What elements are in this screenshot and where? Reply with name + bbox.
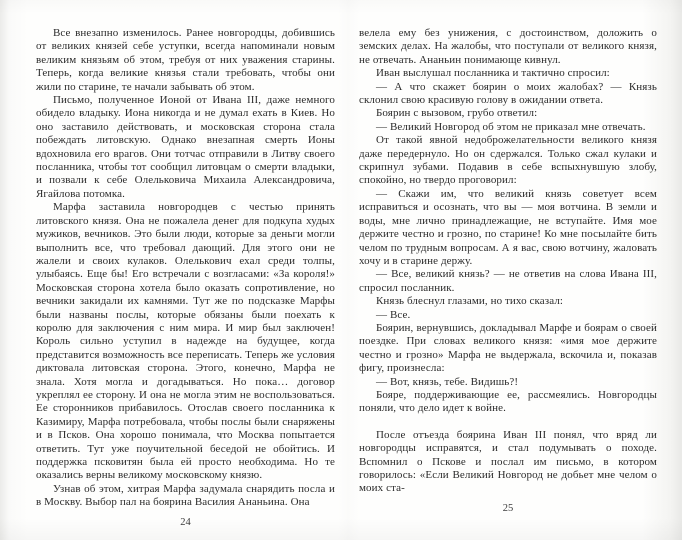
page-left — [36, 27, 335, 528]
paragraph: От такой явной недоброжелательности великого князя даже передернуло. Но он сдержался. Только сжал кулаки и скрипнул зубами. Подавив в себе вспыхнувшую злобу, спокойно, но твердо проговорил: — [359, 134, 657, 187]
paragraph: Узнав об этом, хитрая Марфа задумала снарядить посла и в Москву. Выбор пал на боярина Василия Ананьина. Она — [36, 482, 335, 509]
paragraph: — Скажи им, что великий князь советует всем исправиться и осознать, что вы — моя вотчина. В земли и воды, мне лично принадлежащие, не вступайте. Имя мое держите честно и грозно, по старине! Ко мне посылайте бить челом по трудным вопросам. А я вас, свою вотчину, жаловать хочу и в старине держу. — [359, 187, 657, 267]
paragraph: Иван выслушал посланника и тактично спросил: — [376, 67, 610, 80]
paragraph: Все внезапно изменилось. Ранее новгородцы, добившись от великих князей себе уступки, всегда напоминали новым великим князьям об этом, требуя от них уважения старины. Теперь, когда великие князья стали требовать, чтобы они жили по старине, те начали забывать об этом. — [36, 27, 335, 93]
page-number-left: 24 — [180, 516, 191, 528]
paragraph: — Все. — [376, 308, 411, 321]
paragraph: После отъезда боярина Иван III понял, что вряд ли новгородцы исправятся, и стал подумывать о походе. Вспомнил о Пскове и послал им письмо, в котором говорилось: «Если Великий Новгород не добьет мне челом о моих ста- — [359, 428, 657, 495]
paragraph: Письмо, полученное Ионой от Ивана III, даже немного обидело владыку. Иона никогда и не думал ехать в Киев. Но оно заставило действовать, и московская сторона стала побеждать литовскую. Однако внезапная смерть Ионы вдохновила его врагов. Они тотчас отправили в Литву своего посланника, чтобы тот сообщил литовцам о смерти владыки, и позвали к себе Олельковича Михаила Александровича, Ягайлова потомка. — [36, 94, 335, 200]
paragraph: Марфа заставила новгородцев с честью принять литовского князя. Она не пожалела денег для подкупа худых мужиков, вечников. Это были люди, которые за деньги могли выполнить все, что требовал дающий. Для этого они не жалели и своих кулаков. Олелькович ехал среди толпы, улыбаясь. Еще бы! Его встречали с возгласами: «За короля!» Московская сторона хотела было оказать сопротивление, но вечники закидали их камнями. Тут же по подсказке Марфы были названы послы, которые обязаны были поехать к королю для заключения с ним мира. И мир был заключен! Король сильно уступил в надежде на будущее, когда представится возможность все переписать. Теперь же условия диктовала литовская сторона. Этого, конечно, Марфа не знала. Хотя могла и догадываться. Но пока… договор укреплял ее сторону. И она не могла этим не воспользоваться. Ее сторонников прибавилось. Отослав своего посланника к Казимиру, Марфа потребовала, чтобы послы были снаряжены и в Псков. Она хорошо понимала, что Москва попытается ответить. Тут уже поучительной беседой не обойтись. И поддержка псковитян была ей просто необходима. Но те оказались верны великому московскому князю. — [36, 201, 335, 482]
paragraph: велела ему без унижения, с достоинством, доложить о земских делах. На жалобы, что поступали от великого князя, не отвечать. Ананьин понимающе кивнул. — [359, 27, 657, 66]
paragraph: Боярин с вызовом, грубо ответил: — [376, 107, 538, 120]
paragraph: — Великий Новгород об этом не приказал мне отвечать. — [376, 120, 646, 133]
paragraph: — А что скажет боярин о моих жалобах? — Князь склонил свою красивую голову в ожидании ответа. — [359, 80, 657, 107]
paragraph: Боярин, вернувшись, докладывал Марфе и боярам о своей поездке. При словах великого князя: «имя мое держите честно и грозно» Марфа не выдержала, вскочила и, показав фигу, произнесла: — [359, 321, 657, 375]
paragraph: — Все, великий князь? — не ответив на слова Ивана III, спросил посланник. — [359, 268, 657, 294]
paragraph: Князь блеснул глазами, но тихо сказал: — [376, 295, 564, 308]
page-number-right: 25 — [502, 502, 514, 514]
paragraph: — Вот, князь, тебе. Видишь?! — [376, 375, 519, 388]
paragraph: Бояре, поддерживающие ее, рассмеялись. Новгородцы поняли, что дело идет к войне. — [359, 388, 657, 415]
page-right — [359, 27, 657, 514]
